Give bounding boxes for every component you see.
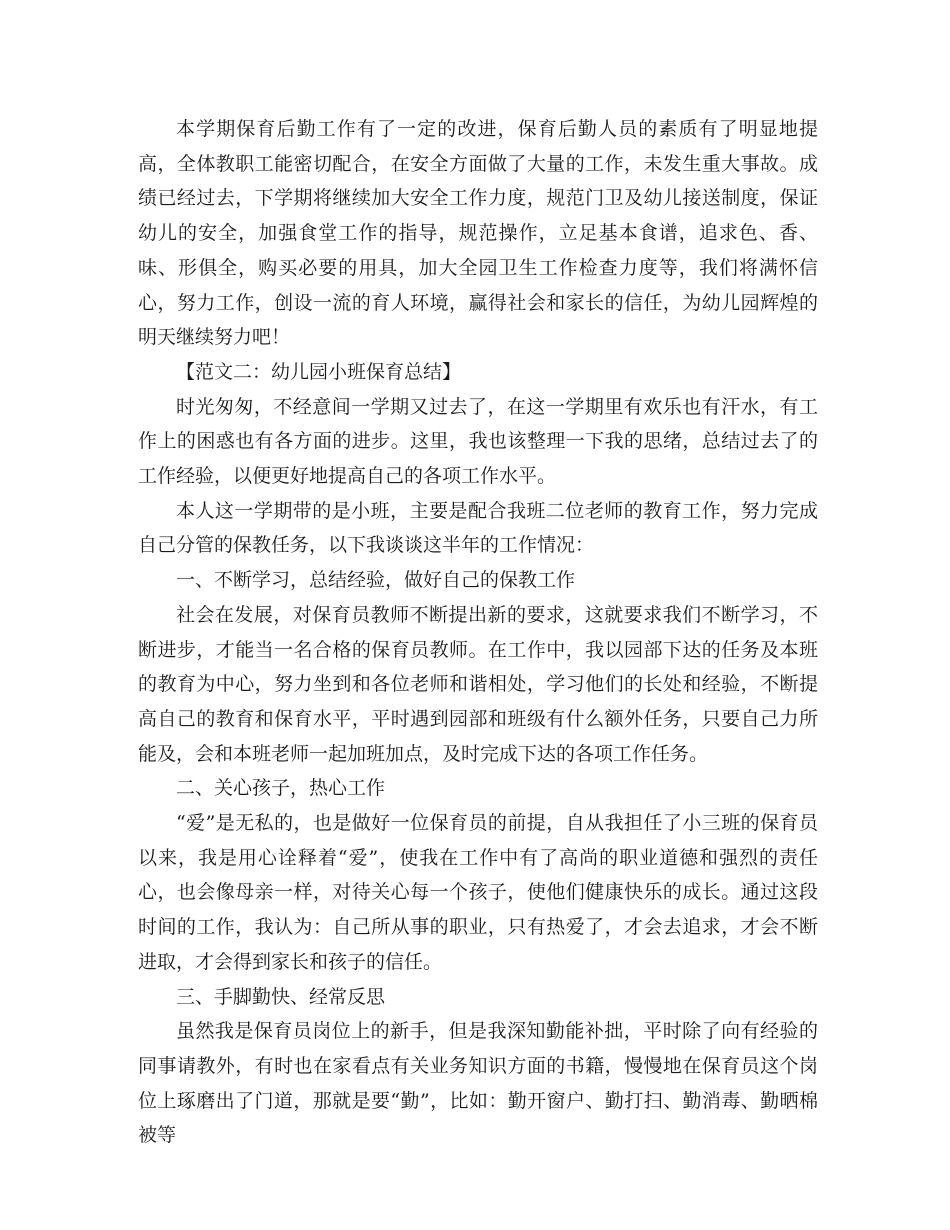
heading-point-one: 一、不断学习，总结经验，做好自己的保教工作: [176, 569, 576, 592]
heading-point-two: 二、关心孩子，热心工作: [176, 777, 386, 800]
heading-point-three: 三、手脚勤快、经常反思: [176, 985, 386, 1008]
paragraph-point-two: “爱”是无私的，也是做好一位保育员的前提，自从我担任了小三班的保育员以来，我是用心诠释着“爱”，使我在工作中有了高尚的职业道德和强烈的责任心，也会像母亲一样，对待关心每一个孩子，使他们健康快乐的成长。通过这段时间的工作，我认为：自己所从事的职业，只有热爱了，才会去追求，才会不断进取，才会得到家长和孩子的信任。: [138, 812, 818, 973]
paragraph-point-three: 虽然我是保育员岗位上的新手，但是我深知勤能补拙，平时除了向有经验的同事请教外，有时也在家看点有关业务知识方面的书籍，慢慢地在保育员这个岗位上琢磨出了门道，那就是要“勤”，比如：勤开窗户、勤打扫、勤消毒、勤晒棉被等: [138, 1020, 818, 1147]
section-heading-sample-two: 【范文二：幼儿园小班保育总结】: [176, 360, 462, 383]
paragraph-role-description: 本人这一学期带的是小班，主要是配合我班二位老师的教育工作，努力完成自己分管的保教任务，以下我谈谈这半年的工作情况：: [138, 499, 818, 557]
paragraph-point-one: 社会在发展，对保育员教师不断提出新的要求，这就要求我们不断学习，不断进步，才能当一名合格的保育员教师。在工作中，我以园部下达的任务及本班的教育为中心，努力坐到和各位老师和谐相处，学习他们的长处和经验，不断提高自己的教育和保育水平，平时遇到园部和班级有什么额外任务，只要自己力所能及，会和本班老师一起加班加点，及时完成下达的各项工作任务。: [138, 603, 818, 765]
paragraph-closing-summary: 本学期保育后勤工作有了一定的改进，保育后勤人员的素质有了明显地提高，全体教职工能密切配合，在安全方面做了大量的工作，未发生重大事故。成绩已经过去，下学期将继续加大安全工作力度，规范门卫及幼儿接送制度，保证幼儿的安全，加强食堂工作的指导，规范操作，立足基本食谱，追求色、香、味、形俱全，购买必要的用具，加大全园卫生工作检查力度等，我们将满怀信心，努力工作，创设一流的育人环境，赢得社会和家长的信任，为幼儿园辉煌的明天继续努力吧！: [138, 118, 818, 349]
paragraph-intro: 时光匆匆，不经意间一学期又过去了，在这一学期里有欢乐也有汗水，有工作上的困惑也有各方面的进步。这里，我也该整理一下我的思绪，总结过去了的工作经验，以便更好地提高自己的各项工作水平。: [138, 395, 818, 488]
document-body: [138, 112, 818, 1153]
